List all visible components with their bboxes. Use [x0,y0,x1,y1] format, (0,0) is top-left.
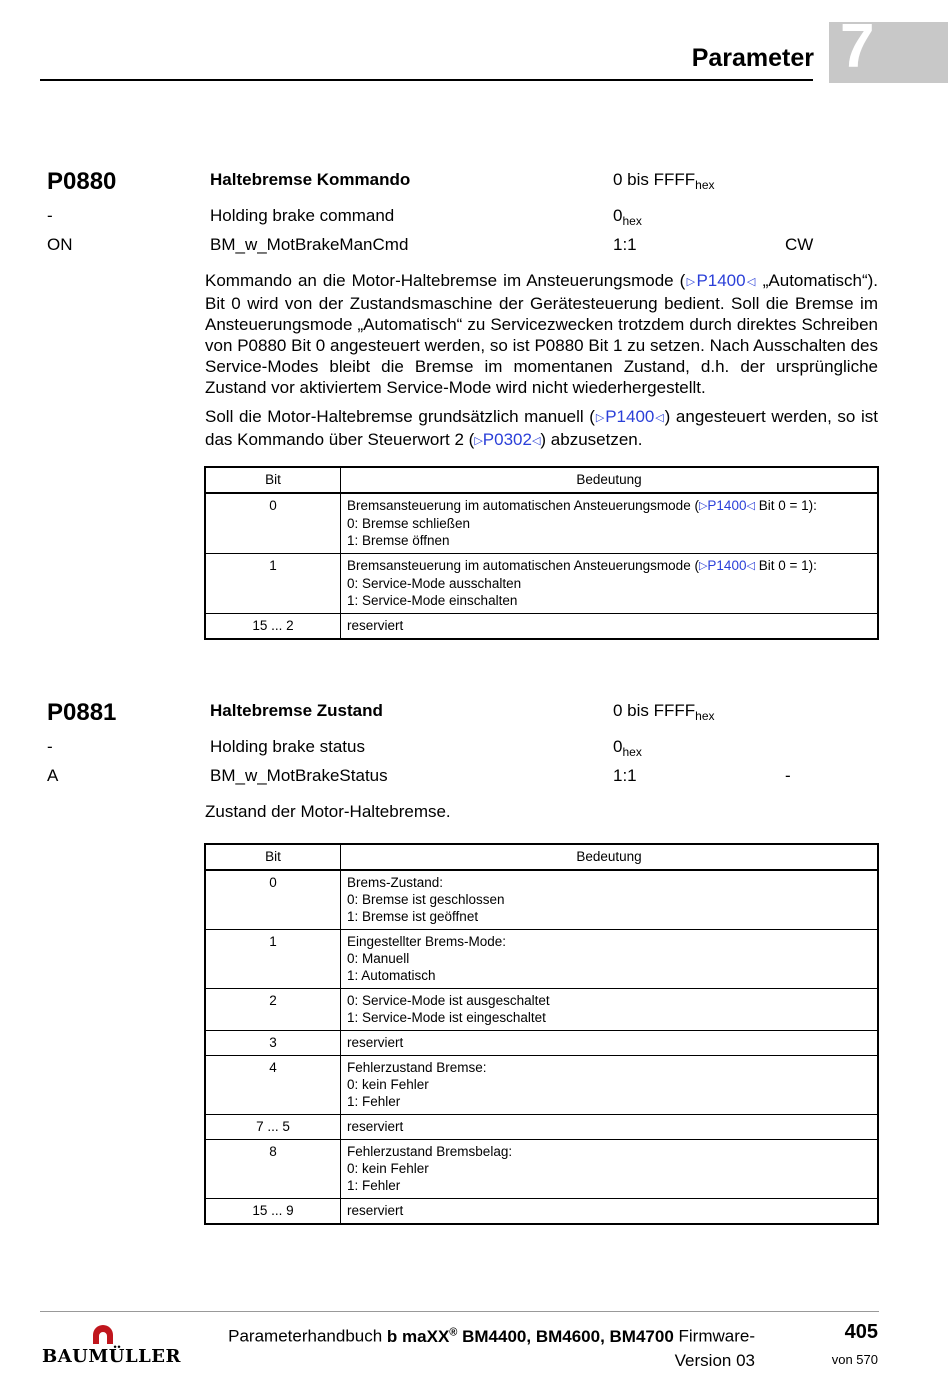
parameter-link[interactable]: ▷P1400◁ [594,407,665,426]
meaning-cell: Eingestellter Brems-Mode: 0: Manuell 1: Automatisch [341,930,879,989]
page-number: 405 [844,1321,878,1343]
param-unit: - [785,766,791,785]
bit-cell: 15 ... 2 [205,614,341,640]
table-row [205,989,878,1031]
bit-cell: 15 ... 9 [205,1199,341,1225]
param-scale: 1:1 [613,766,637,785]
description-paragraph: Kommando an die Motor-Haltebremse im Ansteuerungsmode (▷P1400◁ „Automatisch“). Bit 0 wird von der Zustandsmaschine der Gerätesteuerung bedient. Soll die Bremse im Ansteuerungsmode „Automatisch“ zu Servicezwecken trotzdem durch direktes Schreiben von P0880 Bit 0 angesteuert werden, so ist P0880 Bit 1 zu setzen. Nach Ausschalten des Service-Modes bleibt die Bremse im momentanen Zustand, d.h. der ursprüngliche Zustand vor aktiviertem Service-Mode wird nicht wiederhergestellt. [205,271,878,397]
param-access: ON [47,235,73,254]
table-row [205,1056,878,1115]
param-variable: BM_w_MotBrakeManCmd [210,235,409,254]
bit-cell: 7 ... 5 [205,1115,341,1140]
meaning-cell: reserviert [341,1031,879,1056]
footer-document-title: Parameterhandbuch b maXX® BM4400, BM4600, BM4700 Firmware- Version 03 [228,1326,755,1370]
param-range: 0 bis $FFFF_{hex}$ [613,170,715,192]
bit-cell: 8 [205,1140,341,1199]
meaning-cell: reserviert [341,1115,879,1140]
param-access: A [47,766,59,785]
param-range: 0 bis $FFFF_{hex}$ [613,701,715,723]
meaning-cell: Bremsansteuerung im automatischen Ansteuerungsmode (▷P1400◁ Bit 0 = 1): 0: Service-Mode ausschalten 1: Service-Mode einschalten [341,554,879,614]
bit-column-header: Bit [205,467,341,493]
baumuller-logo-icon [90,1323,116,1345]
parameter-link[interactable]: ▷P1400◁ [698,558,755,573]
bit-column-header: Bit [205,844,341,870]
param-id: P0880 [47,168,117,195]
table-row [205,1199,878,1225]
param-unit: CW [785,235,814,254]
table-row [205,614,878,640]
table-row [205,1140,878,1199]
param-variable: BM_w_MotBrakeStatus [210,766,388,785]
chapter-number: 7 [840,12,875,81]
param-id: P0881 [47,699,117,726]
param-dash: - [47,737,53,756]
company-logo: BAUMÜLLER [42,1346,181,1367]
meaning-cell: Fehlerzustand Bremse: 0: kein Fehler 1: Fehler [341,1056,879,1115]
parameter-link[interactable]: ▷P1400◁ [698,498,755,513]
param-default: $0_{hex}$ [613,206,642,228]
table-row [205,930,878,989]
meaning-cell: Bremsansteuerung im automatischen Ansteuerungsmode (▷P1400◁ Bit 0 = 1): 0: Bremse schließen 1: Bremse öffnen [341,493,879,554]
header-rule [40,79,813,81]
table-row [205,554,878,614]
meaning-cell: reserviert [341,614,879,640]
meaning-cell: Brems-Zustand: 0: Bremse ist geschlossen 1: Bremse ist geöffnet [341,870,879,930]
table-row [205,493,878,554]
meaning-cell: Fehlerzustand Bremsbelag: 0: kein Fehler 1: Fehler [341,1140,879,1199]
bit-cell: 2 [205,989,341,1031]
param-description [205,801,878,830]
param-scale: 1:1 [613,235,637,254]
param-dash: - [47,206,53,225]
table-row [205,1031,878,1056]
bit-cell: 0 [205,493,341,554]
table-row [205,870,878,930]
parameter-link[interactable]: ▷P0302◁ [474,430,541,449]
param-description [205,270,878,460]
footer-rule [40,1311,879,1312]
bit-cell: 1 [205,930,341,989]
bit-cell: 3 [205,1031,341,1056]
bit-cell: 4 [205,1056,341,1115]
param-name-de: Haltebremse Kommando [210,170,411,189]
meaning-column-header: Bedeutung [341,844,879,870]
param-default: $0_{hex}$ [613,737,642,759]
bit-cell: 1 [205,554,341,614]
param-name-en: Holding brake command [210,206,395,225]
param-name-de: Haltebremse Zustand [210,701,383,720]
section-title: Parameter [691,44,814,72]
parameter-link[interactable]: ▷P1400◁ [685,271,757,290]
meaning-cell: reserviert [341,1199,879,1225]
page-total: von 570 [831,1352,878,1367]
table-row [205,1115,878,1140]
description-paragraph: Soll die Motor-Haltebremse grundsätzlich manuell (▷P1400◁) angesteuert werden, so ist das Kommando über Steuerwort 2 (▷P0302◁) abzusetzen. [205,407,878,449]
meaning-cell: 0: Service-Mode ist ausgeschaltet 1: Service-Mode ist eingeschaltet [341,989,879,1031]
bit-table [204,466,879,640]
bit-table [204,843,879,1225]
param-name-en: Holding brake status [210,737,365,756]
description-paragraph: Zustand der Motor-Haltebremse. [205,802,451,821]
meaning-column-header: Bedeutung [341,467,879,493]
bit-cell: 0 [205,870,341,930]
